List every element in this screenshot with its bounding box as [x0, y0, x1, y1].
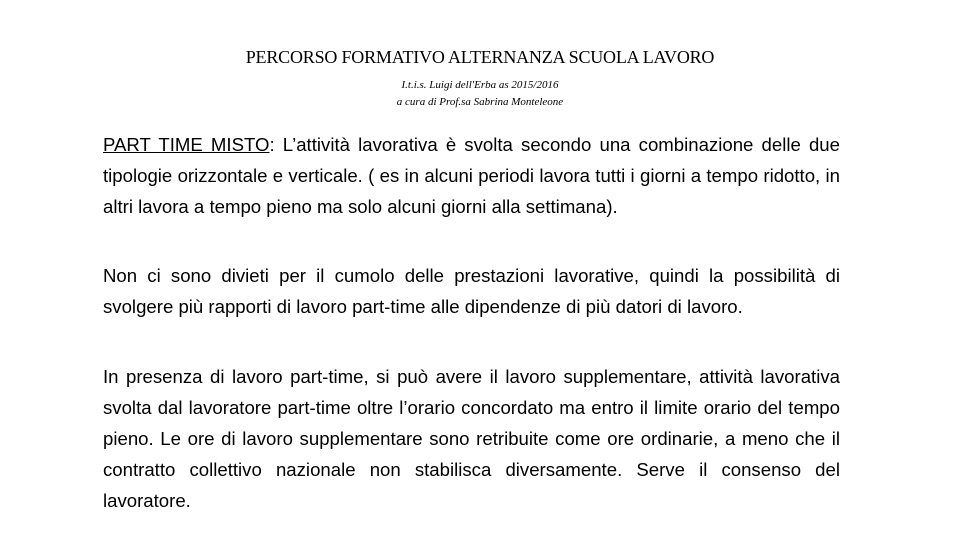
paragraph-cumulo: Non ci sono divieti per il cumolo delle prestazioni lavorative, quindi la possibilità di svolgere più rapporti di lavoro part-time alle dipendenze di più datori di lavoro.	[103, 265, 840, 317]
paragraph-lavoro-supplementare: In presenza di lavoro part-time, si può avere il lavoro supplementare, attività lavorativa svolta dal lavoratore part-time oltre l’orario concordato ma entro il limite orario del tempo pieno. Le ore di lavoro supplementare sono retribuite come ore ordinarie, a meno che il contratto collettivo nazionale non stabilisca diversamente. Serve il consenso del lavoratore.	[103, 366, 840, 511]
school-subtitle: I.t.i.s. Luigi dell'Erba as 2015/2016	[401, 79, 559, 91]
slide-title: PERCORSO FORMATIVO ALTERNANZA SCUOLA LAVORO	[245, 47, 715, 67]
paragraph-1-text: : L’attività lavorativa è svolta secondo una combinazione delle due tipologie orizzontale e verticale. ( es in alcuni periodi lavora tutti i giorni a tempo ridotto, in altri lavora a tempo pieno ma solo alcuni giorni alla settimana).	[103, 134, 840, 217]
term-part-time-misto: PART TIME MISTO	[103, 134, 270, 155]
paragraph-part-time-misto	[103, 129, 840, 222]
author-subtitle: a cura di Prof.sa Sabrina Monteleone	[396, 96, 564, 108]
